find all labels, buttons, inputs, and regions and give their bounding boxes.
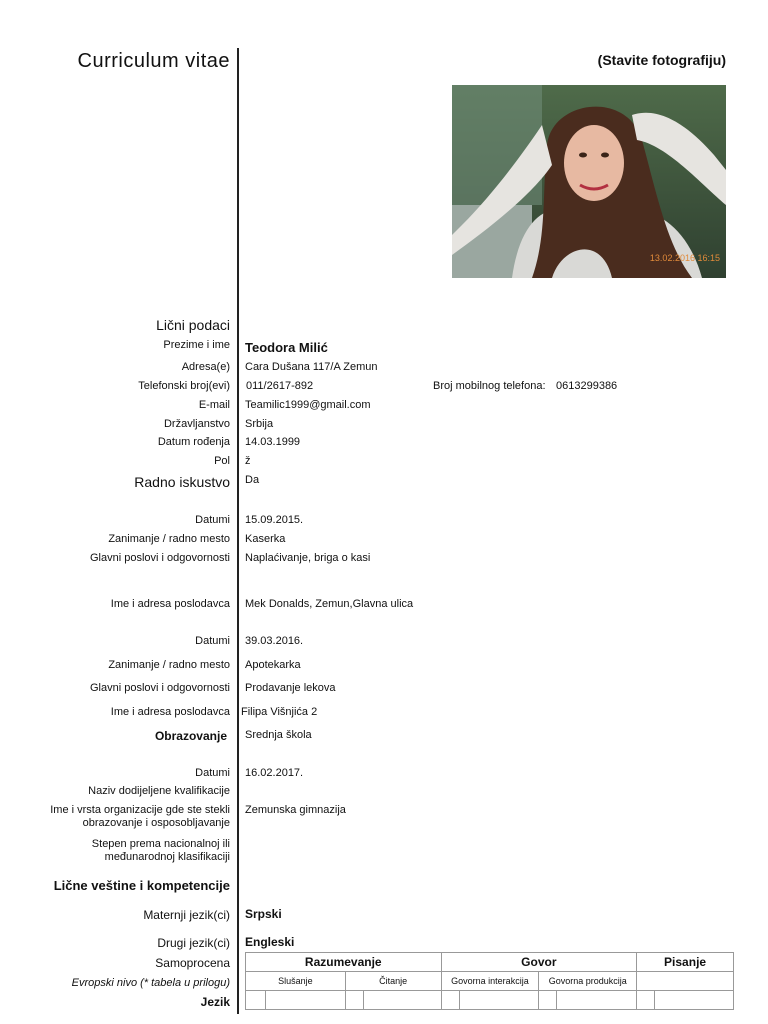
- edu-level-label: Stepen prema nacionalnoj ili međunarodnoj klasifikaciji: [91, 838, 230, 863]
- job2-duties: Prodavanje lekova: [245, 682, 336, 694]
- job2-employer: Filipa Višnjića 2: [241, 706, 318, 718]
- birth-value: 14.03.1999: [245, 436, 301, 448]
- citizenship-value: Srbija: [245, 418, 274, 430]
- email-label: E-mail: [198, 399, 230, 411]
- header-speaking: Govor: [441, 953, 637, 972]
- email-value: Teamilic1999@gmail.com: [245, 399, 371, 411]
- edu-org-label: Ime i vrsta organizacije gde ste stekli obrazovanje i osposobljavanje: [50, 804, 230, 829]
- european-level-label: Evropski nivo (* tabela u prilogu): [71, 977, 230, 989]
- edu-date: 16.02.2017.: [245, 767, 304, 779]
- job1-duties-label: Glavni poslovi i odgovornosti: [89, 552, 230, 564]
- job2-date: 39.03.2016.: [245, 635, 304, 647]
- job1-date-label: Datumi: [195, 514, 230, 526]
- subheader-interaction: Govorna interakcija: [441, 972, 539, 991]
- profile-photo: [452, 85, 726, 278]
- job2-duties-label: Glavni poslovi i odgovornosti: [89, 682, 230, 694]
- edu-org: Zemunska gimnazija: [245, 804, 346, 816]
- phone-label: Telefonski broj(evi): [138, 380, 230, 392]
- other-language: Engleski: [245, 935, 295, 949]
- job2-employer-label: Ime i adresa poslodavca: [110, 706, 230, 718]
- job2-role-label: Zanimanje / radno mesto: [108, 659, 230, 671]
- subheader-writing-empty: [637, 972, 734, 991]
- header-writing: Pisanje: [637, 953, 734, 972]
- section-work: Radno iskustvo: [134, 474, 230, 490]
- mobile-value: 0613299386: [556, 380, 618, 392]
- job2-date-label: Datumi: [195, 635, 230, 647]
- photo-caption: (Stavite fotografiju): [597, 52, 726, 68]
- mobile-label: Broj mobilnog telefona:: [433, 380, 546, 392]
- phone-value: 011/2617-892: [246, 380, 314, 392]
- job1-role: Kaserka: [245, 533, 286, 545]
- edu-date-label: Datumi: [195, 767, 230, 779]
- gender-value: ž: [245, 455, 251, 467]
- gender-label: Pol: [214, 455, 230, 467]
- column-divider: [237, 48, 239, 1014]
- header-understanding: Razumevanje: [246, 953, 442, 972]
- mother-tongue: Srpski: [245, 907, 282, 921]
- table-row: [246, 991, 734, 1010]
- subheader-production: Govorna produkcija: [539, 972, 637, 991]
- page-title: Curriculum vitae: [77, 50, 230, 72]
- job1-employer: Mek Donalds, Zemun,Glavna ulica: [245, 598, 414, 610]
- birth-label: Datum rođenja: [157, 436, 230, 448]
- citizenship-label: Državljanstvo: [163, 418, 230, 430]
- address-label: Adresa(e): [181, 361, 230, 373]
- language-table: [245, 952, 734, 1010]
- name-value: Teodora Milić: [245, 340, 328, 355]
- address-value: Cara Dušana 117/A Zemun: [245, 361, 378, 373]
- work-value: Da: [245, 474, 260, 486]
- education-value: Srednja škola: [245, 729, 312, 741]
- job1-duties: Naplaćivanje, briga o kasi: [245, 552, 371, 564]
- other-language-label: Drugi jezik(ci): [157, 936, 230, 950]
- name-label: Prezime i ime: [163, 339, 230, 351]
- job1-role-label: Zanimanje / radno mesto: [108, 533, 230, 545]
- mother-tongue-label: Maternji jezik(ci): [143, 908, 230, 922]
- section-skills: Lične veštine i kompetencije: [53, 878, 230, 893]
- self-assessment-label: Samoprocena: [155, 956, 230, 970]
- language-label: Jezik: [200, 995, 230, 1009]
- job1-employer-label: Ime i adresa poslodavca: [110, 598, 230, 610]
- job2-role: Apotekarka: [245, 659, 301, 671]
- subheader-reading: Čitanje: [345, 972, 441, 991]
- section-education: Obrazovanje: [154, 729, 227, 743]
- section-personal: Lični podaci: [156, 317, 230, 333]
- job1-date: 15.09.2015.: [245, 514, 304, 526]
- subheader-listening: Slušanje: [246, 972, 346, 991]
- photo-timestamp: 13.02.2016 16:15: [649, 253, 720, 263]
- edu-qualification-label: Naziv dodijeljene kvalifikacije: [88, 785, 230, 797]
